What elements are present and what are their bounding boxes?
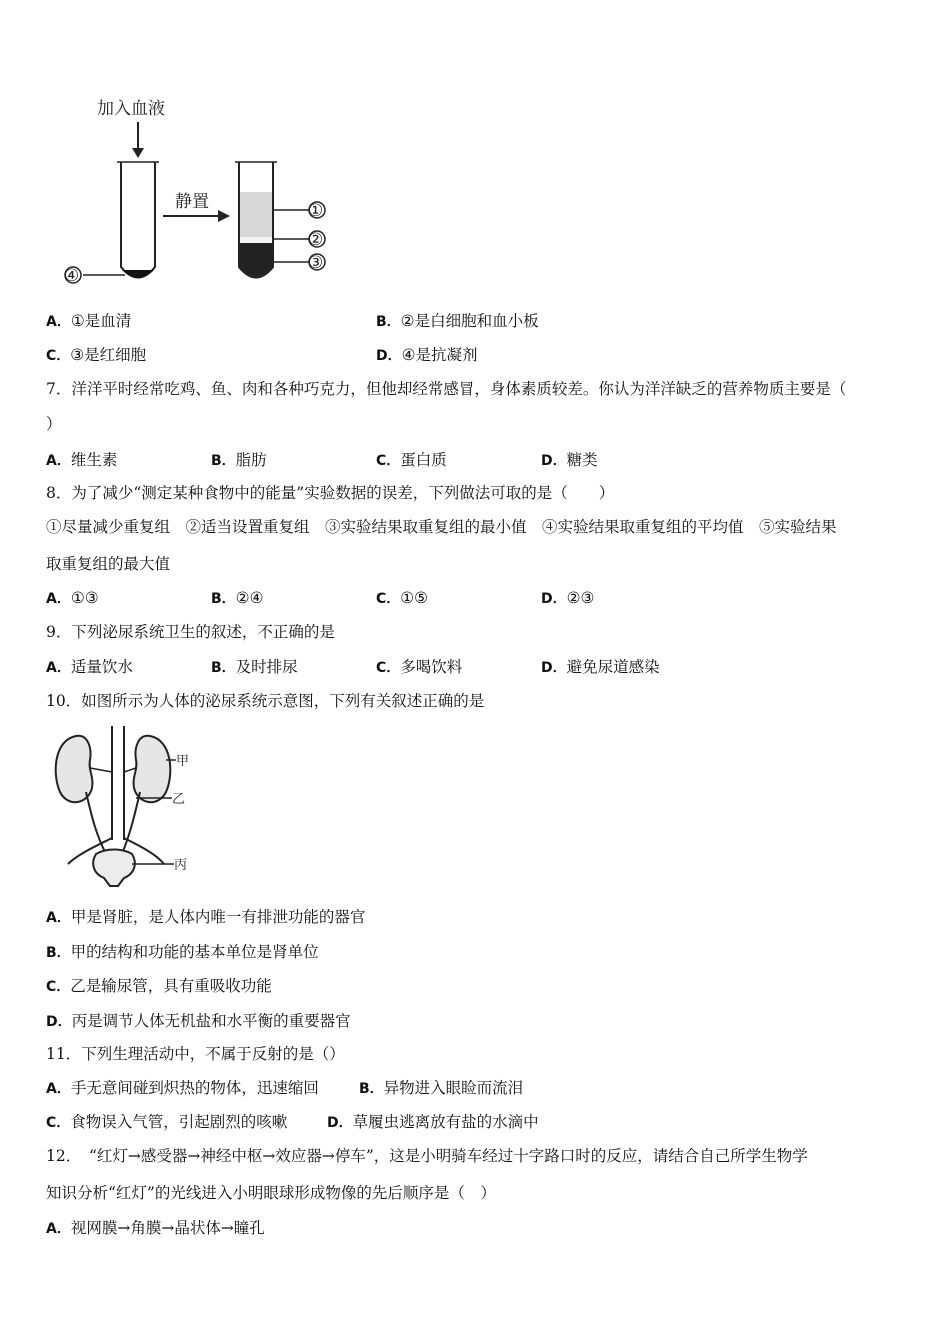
q6-option-a: [46, 311, 131, 332]
option-label: A．: [46, 453, 71, 469]
q9-option-a: [46, 657, 133, 678]
option-label: C．: [376, 591, 401, 607]
option-text: ①⑤: [400, 589, 429, 607]
q8-option-c: [376, 588, 428, 609]
option-label: A．: [46, 910, 71, 926]
option-label: A．: [46, 314, 71, 330]
figure-caption-add-blood: 加入血液: [97, 99, 165, 119]
label-3: ③: [308, 253, 324, 273]
q6-option-d: [376, 345, 478, 366]
option-label: B．: [211, 591, 236, 607]
q12-stem-line2: 知识分析“红灯”的光线进入小明眼球形成物像的先后顺序是（ ）: [46, 1184, 496, 1202]
renal-vessel-right: [124, 768, 136, 772]
option-label: B．: [376, 314, 401, 330]
option-text: 乙是输尿管，具有重吸收功能: [70, 977, 272, 995]
option-label: C．: [376, 660, 401, 676]
q11-option-c: [46, 1112, 287, 1133]
figure-caption-rest: 静置: [175, 192, 209, 212]
label-4: ④: [64, 266, 80, 286]
q7-option-c: [376, 450, 447, 471]
option-label: C．: [376, 453, 401, 469]
q7-stem-line1: 7．洋洋平时经常吃鸡、鱼、肉和各种巧克力，但他却经常感冒，身体素质较差。你认为洋洋缺乏的营养物质主要是（: [46, 380, 847, 398]
option-text: 避免尿道感染: [566, 658, 660, 676]
option-label: B．: [211, 453, 236, 469]
option-text: ①是血清: [70, 312, 132, 330]
option-text: 手无意间碰到炽热的物体，迅速缩回: [70, 1079, 319, 1097]
option-label: D．: [541, 591, 567, 607]
option-text: 甲是肾脏，是人体内唯一有排泄功能的器官: [70, 908, 366, 926]
q10-option-c: [46, 976, 272, 997]
option-label: C．: [46, 348, 71, 364]
option-text: 异物进入眼睑而流泪: [383, 1079, 524, 1097]
q9-option-d: [541, 657, 660, 678]
option-text: 多喝饮料: [400, 658, 463, 676]
option-label: B．: [211, 660, 236, 676]
q10-option-d: [46, 1011, 351, 1032]
option-label: D．: [541, 660, 567, 676]
q7-option-b: [211, 450, 267, 471]
label-2: ②: [308, 230, 324, 250]
option-text: ②是白细胞和血小板: [400, 312, 539, 330]
option-text: 适量饮水: [70, 658, 133, 676]
q9-option-b: [211, 657, 298, 678]
q7-option-d: [541, 450, 598, 471]
q11-option-a: [46, 1078, 319, 1099]
q9-stem: 9．下列泌尿系统卫生的叙述，不正确的是: [46, 623, 335, 641]
option-text: 糖类: [566, 451, 598, 469]
arrow-down-head: [132, 148, 144, 158]
red-cell-layer: [240, 243, 272, 277]
q8-option-b: [211, 588, 263, 609]
q11-option-d: [327, 1112, 539, 1133]
option-text: 维生素: [70, 451, 118, 469]
plasma-layer: [240, 192, 272, 237]
option-text: 食物误入气管，引起剧烈的咳嗽: [70, 1113, 288, 1131]
bladder: [93, 850, 135, 887]
q8-items-line1: ①尽量减少重复组 ②适当设置重复组 ③实验结果取重复组的最小值 ④实验结果取重复组的平均值 ⑤实验结果: [46, 518, 837, 536]
option-text: 视网膜→角膜→晶状体→瞳孔: [70, 1219, 265, 1237]
option-label: C．: [46, 979, 71, 995]
option-label: A．: [46, 1081, 71, 1097]
option-label: B．: [46, 945, 71, 961]
option-label: D．: [376, 348, 402, 364]
q8-stem: 8．为了减少“测定某种食物中的能量”实验数据的误差，下列做法可取的是（ ）: [46, 484, 615, 502]
q11-option-b: [359, 1078, 523, 1099]
q8-items-line2: 取重复组的最大值: [46, 555, 171, 573]
q11-stem: 11．下列生理活动中，不属于反射的是（）: [46, 1045, 345, 1063]
option-text: ③是红细胞: [70, 346, 147, 364]
option-text: 脂肪: [235, 451, 267, 469]
anticoagulant-layer: [122, 270, 154, 278]
q8-option-a: [46, 588, 99, 609]
option-label: A．: [46, 591, 71, 607]
q8-option-d: [541, 588, 594, 609]
option-label: B．: [359, 1081, 384, 1097]
option-label: D．: [46, 1014, 72, 1030]
q10-stem: 10．如图所示为人体的泌尿系统示意图，下列有关叙述正确的是: [46, 692, 485, 710]
left-ureter: [86, 792, 106, 854]
empty-test-tube: [121, 162, 155, 278]
option-label: A．: [46, 1221, 71, 1237]
option-text: ②④: [235, 589, 264, 607]
option-label: D．: [327, 1115, 353, 1131]
option-text: ①③: [70, 589, 99, 607]
label-bing: 丙: [174, 858, 188, 873]
renal-vessel-left: [90, 768, 112, 772]
option-text: 及时排尿: [235, 658, 298, 676]
q10-option-b: [46, 942, 319, 963]
option-label: D．: [541, 453, 567, 469]
option-text: 蛋白质: [400, 451, 447, 469]
option-label: A．: [46, 660, 71, 676]
option-text: ②③: [566, 589, 595, 607]
q6-option-c: [46, 345, 146, 366]
option-text: ④是抗凝剂: [401, 346, 478, 364]
option-text: 甲的结构和功能的基本单位是肾单位: [70, 943, 319, 961]
arrow-right-head: [218, 210, 230, 222]
option-text: 丙是调节人体无机盐和水平衡的重要器官: [71, 1012, 351, 1030]
q6-option-b: [376, 311, 539, 332]
buffy-coat-layer: [240, 237, 272, 243]
q7-stem-line2: ）: [46, 415, 62, 433]
urinary-system-figure: [48, 722, 198, 888]
blood-test-tube-figure: [55, 92, 345, 292]
q7-option-a: [46, 450, 117, 471]
option-text: 草履虫逃离放有盐的水滴中: [352, 1113, 539, 1131]
label-jia: 甲: [176, 754, 190, 769]
q12-option-a: [46, 1218, 265, 1239]
label-1: ①: [308, 201, 324, 221]
q9-option-c: [376, 657, 462, 678]
q10-option-a: [46, 907, 365, 928]
option-label: C．: [46, 1115, 71, 1131]
label-yi: 乙: [172, 792, 186, 807]
q12-stem-line1: 12． “红灯→感受器→神经中枢→效应器→停车”，这是小明骑车经过十字路口时的反应，请结合自己所学生物学: [46, 1147, 808, 1165]
